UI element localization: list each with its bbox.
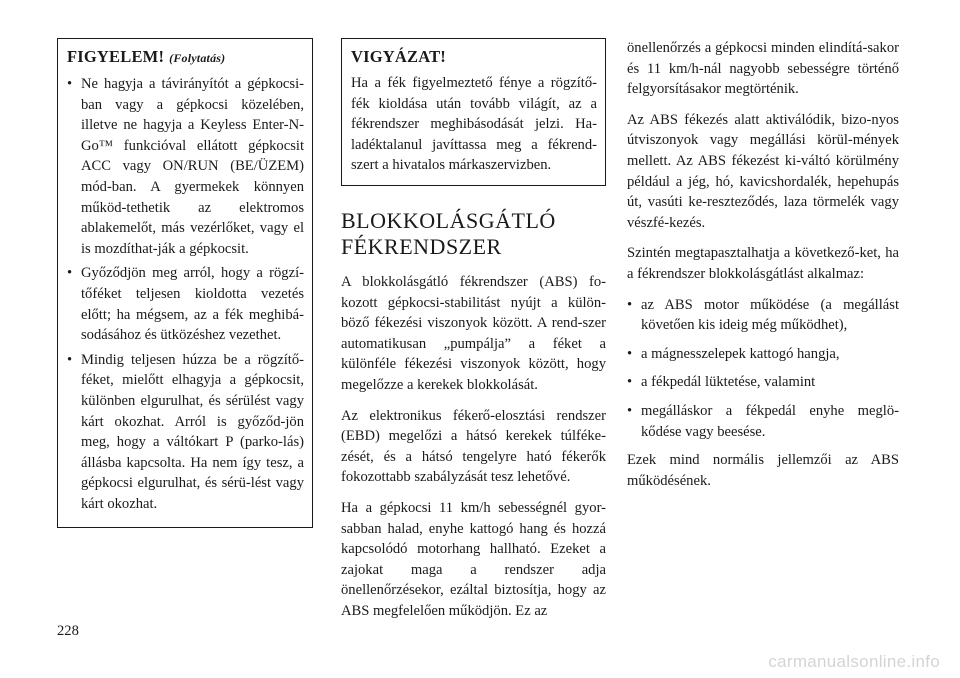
bullet-icon: • xyxy=(67,351,73,368)
body-paragraph: Szintén megtapasztalhatja a következő-ket, ha a fékrendszer blokkolásgátlást alkalmaz: xyxy=(627,245,899,282)
section-paragraph: A blokkolásgátló fékrendszer (ABS) fo-kozott gépkocsi-stabilitást nyújt a külön-böző fékezési viszonyok között. A rend-szer automatikusan „pumpálja” a féket a különféle fékezési viszonyok között, hogy megelőzze a kerekek blokkolását. xyxy=(341,273,606,393)
left-column xyxy=(57,38,313,528)
caution-text: Ha a fék figyelmeztető fénye a rögzítő-fék kioldása után tovább világít, az a fékrendszer meghibásodását jelzi. Ha-ladéktalanul javíttassa meg a fékrend-szert a hivatalos márkaszervizben. xyxy=(351,75,597,174)
list-item xyxy=(627,295,899,336)
warning-item-text: Mindig teljesen húzza be a rögzítő-féket, mielőtt elhagyja a gépkocsit, különben elgurulhat, és sérülést vagy kárt okozhat. Arról is győződ-jön meg, hogy a váltókart P (parko-lás) állásba kapcsolta. Ha nem így tesz, a gépkocsi elgurulhat, és sérü-lést vagy kárt okozhat. xyxy=(81,351,304,512)
closing-paragraph: Ezek mind normális jellemzői az ABS működésének. xyxy=(627,452,899,489)
list-item-text: az ABS motor működése (a megállást követően kis ideig még működhet), xyxy=(641,296,899,334)
bullet-icon: • xyxy=(627,296,633,313)
warning-title-row xyxy=(67,47,304,68)
bullet-icon: • xyxy=(627,345,633,362)
warning-item xyxy=(67,74,304,259)
middle-column xyxy=(341,38,606,631)
section-paragraph: Ha a gépkocsi 11 km/h sebességnél gyor-sabban halad, enyhe kattogó hang és hozzá kapcsolódó motorhang hallható. Ezeket a zajokat maga a rendszer adja önellenőrzésekor, ezáltal biztosítja, hogy az ABS megfelelően működjön. Ez az xyxy=(341,499,606,619)
page-number: 228 xyxy=(57,623,79,639)
list-item xyxy=(627,372,899,393)
right-column xyxy=(627,38,899,501)
list-item-text: megálláskor a fékpedál enyhe meglö-kődése vagy beesése. xyxy=(641,402,899,440)
list-item xyxy=(627,344,899,365)
warning-title: FIGYELEM! xyxy=(67,47,165,66)
section-heading-line2: FÉKRENDSZER xyxy=(341,233,502,259)
caution-box xyxy=(341,38,606,186)
section-paragraph: Az elektronikus fékerő-elosztási rendszer (EBD) megelőzi a hátsó kerekek túlféke-zését, és a hátsó tengelyre ható fékerők fokozottabb szabályzását tesz lehetővé. xyxy=(341,407,606,486)
bullet-icon: • xyxy=(67,265,73,282)
warning-box xyxy=(57,38,313,528)
warning-item xyxy=(67,350,304,515)
watermark: carmanualsonline.info xyxy=(768,652,940,671)
list-item xyxy=(627,401,899,442)
bullet-icon: • xyxy=(627,374,633,391)
section-heading-line1: BLOKKOLÁSGÁTLÓ xyxy=(341,207,556,233)
caution-title: VIGYÁZAT! xyxy=(351,47,446,66)
body-paragraph: Az ABS fékezés alatt aktiválódik, bizo-nyos útviszonyok vagy megállási körül-mények mellett. Az ABS fékezést ki-váltó körülmény például a jég, hó, kavicshordalék, hepehupás út, vasúti ke-reszteződés, laza törmelék vagy vészfé-kezés. xyxy=(627,111,899,231)
warning-list xyxy=(67,74,304,514)
list-item-text: a fékpedál lüktetése, valamint xyxy=(641,374,816,391)
bullet-icon: • xyxy=(627,402,633,419)
body-paragraph: önellenőrzés a gépkocsi minden elindítá-sakor és 11 km/h-nál nagyobb sebességre történő felgyorsításakor megtörténik. xyxy=(627,40,899,98)
warning-item xyxy=(67,263,304,345)
warning-item-text: Győződjön meg arról, hogy a rögzí-tőféket teljesen kioldotta vezetés előtt; ha mégsem, az a fék meghibá-sodásához és ütközéshez vezethet. xyxy=(81,265,304,344)
warning-item-text: Ne hagyja a távirányítót a gépkocsi-ban vagy a gépkocsi közelében, illetve ne hagyja a Keyless Enter-N-Go™ funkcióval ellátott gépkocsit ACC vagy ON/RUN (BE/ÜZEM) mód-ban. A gyermekek könnyen működ-tethetik az elektromos ablakemelőt, más vezérlőket, vagy el is mozdíthat-ják a gépkocsit. xyxy=(81,76,304,257)
abs-symptom-list xyxy=(627,295,899,443)
bullet-icon: • xyxy=(67,76,73,92)
section-heading xyxy=(341,208,606,260)
warning-subtitle: (Folytatás) xyxy=(169,51,226,65)
list-item-text: a mágnesszelepek kattogó hangja, xyxy=(641,345,840,362)
